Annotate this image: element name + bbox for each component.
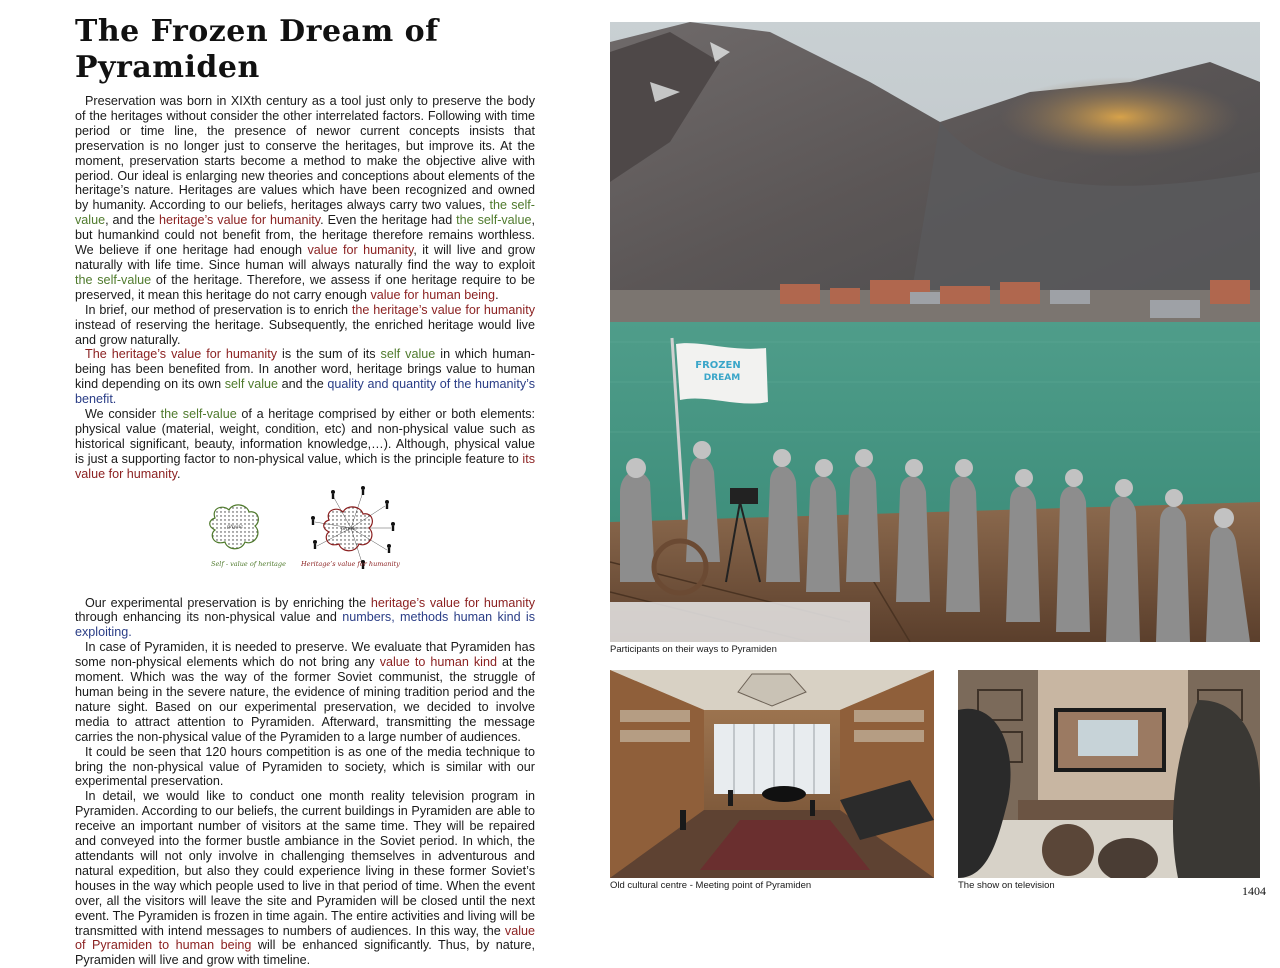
page-number: 1404 (1242, 884, 1266, 898)
page-title: The Frozen Dream of Pyramiden (75, 14, 439, 85)
p1-segment: value for humanity (307, 243, 414, 258)
p8-segment: will be enhanced significantly. Thus, by nature, Pyramiden will live and grow with timeline. (75, 938, 535, 968)
self-value-caption: Self - value of heritage (211, 559, 286, 568)
p6-segment: at the moment. Which was the way of the former Soviet communist, the struggle of human being in the severe nature, the evidence of mining tradition period and the nature sight. Based on our experimental preservation, we decided to involve media to attract attention to Pyramiden. Afterward, transmitting the message carries the non-physical value of the Pyramiden to a large number of audiences. (75, 655, 535, 744)
p4-segment: the self-value (160, 407, 237, 422)
main-photo-caption: Participants on their ways to Pyramiden (610, 644, 777, 655)
paragraph-4 (75, 407, 535, 482)
p3-segment: The heritage’s value for humanity (85, 347, 278, 362)
p4-segment: We consider (85, 407, 161, 422)
humanity-value-caption: Heritage’s value for humanity (301, 559, 400, 568)
p1-segment: of the heritage. Therefore, we assess if one heritage require to be preserved, it mean this heritage do not carry enough (75, 272, 535, 302)
p2-segment: the heritage’s value for humanity (351, 302, 535, 317)
main-photo-scene (610, 22, 1260, 642)
text-column (75, 14, 535, 968)
interior-photo (610, 670, 934, 878)
flag-text-line2: DREAM (703, 373, 741, 383)
paragraph-5 (75, 596, 535, 641)
p3-segment: is the sum of its (277, 347, 381, 362)
p1-segment: Preservation was born in XIXth century as a tool just only to preserve the body of the heritages without consider the other interrelated factors. Following with time period or time line, the presence of newor current concepts insists that preservation is no longer just to conserve the heritages, but improve its. At the moment, preservation starts become a method to make the objective alive with period. Our ideal is enlarging new theories and conceptions about elements of the heritage’s nature. Heritages are values which have been recognized and owned by humanity. According to our beliefs, heritages always carry two values, (75, 94, 535, 213)
p3-segment: self value (224, 377, 279, 392)
value-diagrams (75, 486, 535, 586)
p8-segment: value of Pyramiden to human being (75, 923, 535, 953)
p1-segment: , and the (105, 213, 159, 228)
p8-segment: In detail, we would like to conduct one month reality television program in Pyramiden. According to our beliefs, the current buildings in Pyramiden are able to receive an important number of visitors at the same time. They will be repaired and conveyed into the former bustle ambiance in the Soviet period. In which, the attendants will not only involve in challenging themselves in adventurous and natural expedition, but also they could experience living in these former Soviet’s houses in the way which people used to live in that period of time. When the event over, all the visitors will leave the site and Pyramiden will be closed until the next event. The Pyramiden is frozen in time again. The entire activities and living will be transmitted with intend messages to numbers of audiences. In this way, the (75, 789, 535, 938)
self-value-center-label: physic (226, 523, 244, 530)
p4-segment: . (176, 466, 181, 481)
interior-photo-caption: Old cultural centre - Meeting point of Pyramiden (610, 880, 812, 891)
p1-segment: . (495, 287, 499, 302)
tv-photo-scene (958, 670, 1260, 878)
p6-segment: In case of Pyramiden, it is needed to preserve. We evaluate that Pyramiden has some non-physical elements which do not bring any (75, 640, 535, 670)
p5-segment: Our experimental preservation is by enriching the (85, 595, 371, 610)
paragraph-1 (75, 94, 535, 303)
interior-photo-scene (610, 670, 934, 878)
p3-segment: self value (380, 347, 436, 362)
paragraph-8 (75, 789, 535, 968)
p6-segment: value to human kind (379, 655, 497, 670)
main-photo (610, 22, 1260, 642)
paragraph-3 (75, 347, 535, 407)
p3-segment: in which human-being has been benefited from. In another word, heritage brings value to human kind depending on its own (75, 347, 535, 392)
p3-segment: quality and quantity of the humanity’s benefit. (75, 377, 535, 407)
paragraph-7 (75, 745, 535, 790)
p1-segment: heritage’s value for humanity (158, 213, 321, 228)
p1-segment: . Even the heritage had (320, 213, 457, 228)
paragraph-2 (75, 303, 535, 348)
p4-segment: its value for humanity (75, 451, 535, 481)
self-value-diagram (203, 486, 273, 586)
p7-segment: It could be seen that 120 hours competition is as one of the media technique to bring the non-physical value of Pyramiden to society, which is similar with our experimental preservation. (75, 744, 535, 789)
humanity-value-center-label: physic (340, 525, 358, 532)
flag-text-line1: FROZEN (695, 360, 741, 371)
p2-segment: instead of reserving the heritage. Subsequently, the enriched heritage would live and grow naturally. (75, 317, 535, 347)
p1-segment: the self-value (456, 213, 532, 228)
p1-segment: value for human being (370, 287, 496, 302)
p1-segment: , it will live and grow naturally with life time. Since human will always naturally find the way to exploit (75, 243, 535, 272)
tv-photo (958, 670, 1260, 878)
p5-segment: numbers, methods human kind is exploiting. (75, 610, 536, 640)
p2-segment: In brief, our method of preservation is to enrich (85, 302, 352, 317)
paragraph-6 (75, 640, 535, 744)
p1-segment: the self-value (75, 272, 152, 287)
p5-segment: heritage’s value for humanity (370, 595, 536, 610)
p1-segment: the self-value (75, 198, 535, 228)
p5-segment: through enhancing its non-physical value and (75, 610, 343, 625)
p4-segment: of a heritage comprised by either or both elements: physical value (material, weight, condition, etc) and non-physical value such as historical significant, beauty, information knowledge,…). Although, physical value is just a supporting factor to non-physical value, which is the principle feature to (75, 407, 536, 466)
p3-segment: and the (278, 377, 328, 392)
tv-photo-caption: The show on television (958, 880, 1055, 891)
p1-segment: , but humankind could not benefit from, the heritage therefore remains worthless. We believe if one heritage had enough (75, 213, 535, 258)
